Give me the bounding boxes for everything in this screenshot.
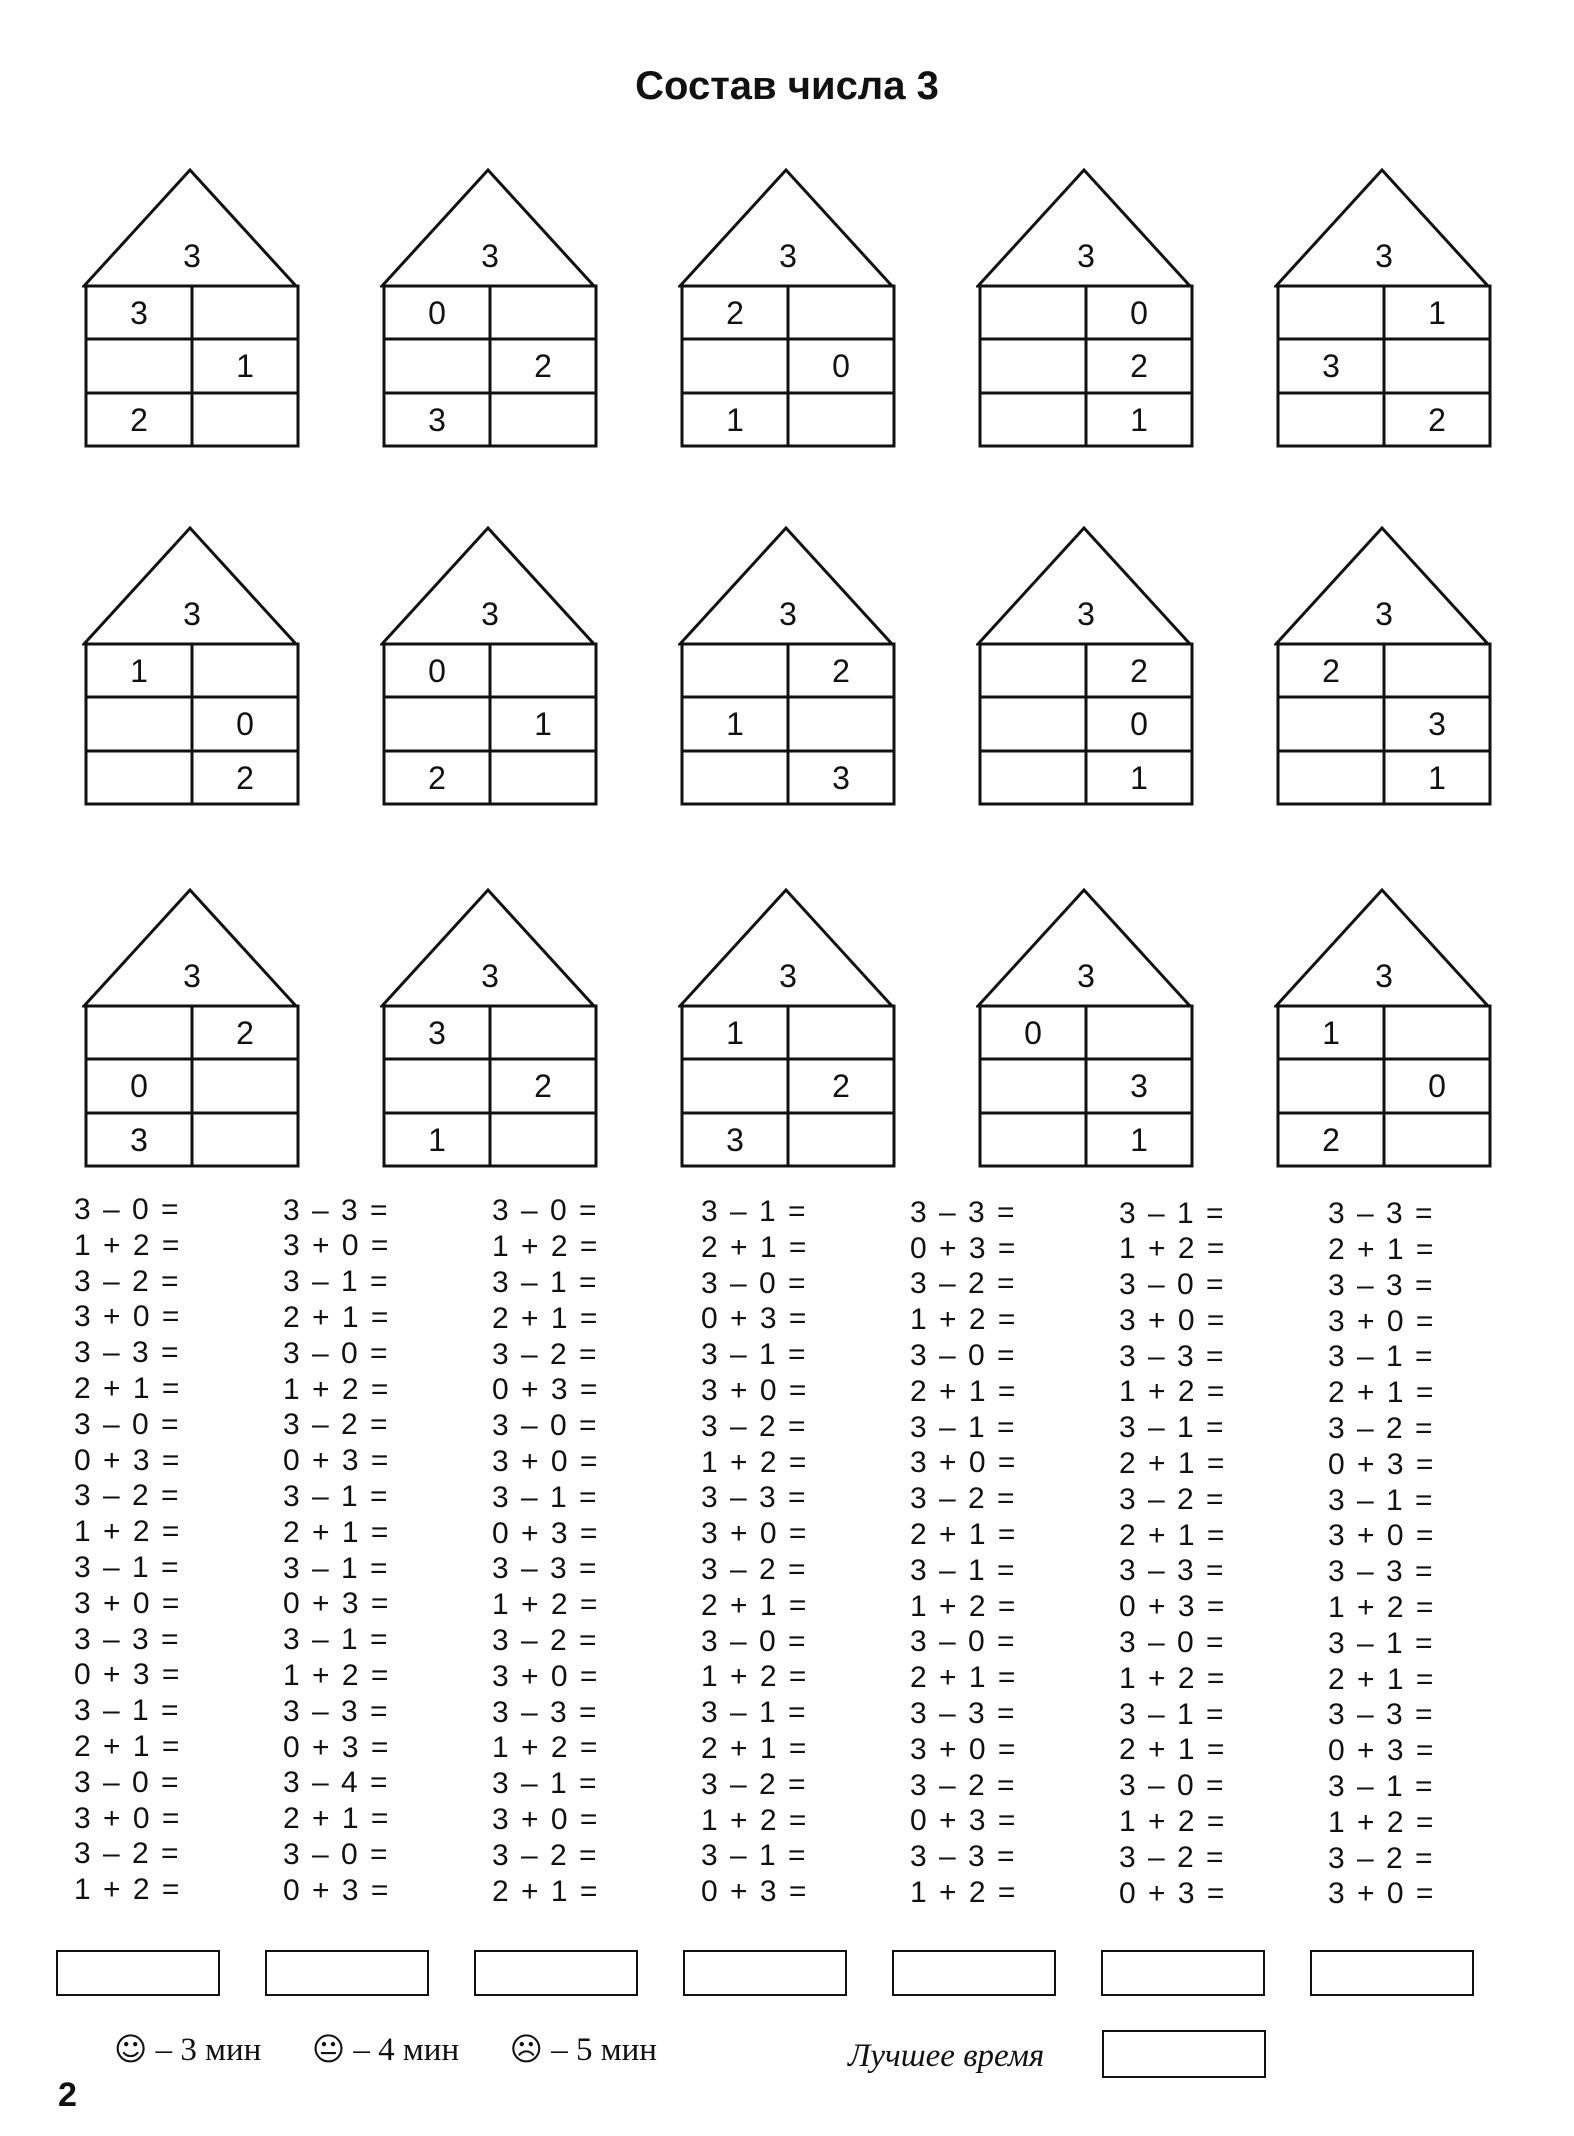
exercise: 1 + 2 = [701,1445,809,1479]
roof-number: 3 [1077,596,1095,632]
best-time-box[interactable] [1102,2030,1266,2078]
exercise: 3 – 3 = [492,1695,599,1729]
house-cell[interactable] [682,645,788,697]
house-cell: 1 [1130,759,1148,796]
exercise-column [492,1193,672,1909]
exercise: 3 – 2 = [1328,1841,1435,1875]
exercise: 0 + 3 = [701,1302,809,1336]
exercise: 3 – 2 = [1119,1840,1226,1874]
exercise: 1 + 2 = [701,1803,809,1837]
exercise: 2 + 1 = [74,1371,182,1405]
roof-number: 3 [1375,596,1393,632]
house-cell: 3 [1130,1068,1148,1105]
exercise: 1 + 2 = [1119,1375,1227,1409]
house-cell: 2 [1130,653,1148,689]
house-cell: 0 [1130,706,1148,743]
time-answer-box[interactable] [56,1950,220,1996]
house-cell: 1 [534,706,552,743]
exercise: 2 + 1 = [910,1517,1018,1551]
house-cell[interactable] [384,1060,490,1112]
exercise: 2 + 1 = [74,1729,182,1763]
exercise: 3 – 1 = [1119,1411,1226,1445]
exercise: 3 – 2 = [701,1553,808,1587]
exercise: 3 – 1 = [1328,1769,1435,1803]
house-cell: 1 [726,706,744,743]
exercise: 3 – 1 = [1119,1196,1226,1230]
house-cell: 1 [1428,295,1446,331]
exercise: 3 – 3 = [74,1622,181,1656]
exercise: 3 + 0 = [910,1732,1018,1766]
exercise: 3 + 0 = [283,1229,391,1263]
exercise: 3 – 2 = [1119,1482,1226,1516]
exercise: 3 + 0 = [74,1586,182,1620]
exercise: 1 + 2 = [492,1731,600,1765]
number-house [976,526,1196,816]
number-house [678,526,898,816]
roof-number: 3 [183,238,201,274]
exercise: 3 – 2 = [492,1623,599,1657]
exercise: 3 – 1 = [1328,1626,1435,1660]
exercise: 1 + 2 = [283,1372,391,1406]
house-cell[interactable] [192,1114,298,1166]
house-cell: 2 [832,1068,850,1105]
house-cell: 3 [1428,706,1446,743]
house-cell: 1 [236,348,254,385]
exercise: 3 + 0 = [74,1801,182,1835]
house-cell[interactable] [1278,698,1384,750]
number-house [82,888,302,1178]
exercise: 3 + 0 = [492,1802,600,1836]
exercise: 0 + 3 = [492,1373,600,1407]
number-house [678,168,898,458]
exercise: 1 + 2 = [1119,1805,1227,1839]
exercise: 3 – 0 = [74,1765,181,1799]
exercise: 2 + 1 = [701,1732,809,1766]
house-cell: 2 [1322,653,1340,689]
legend-bad-time: – 5 мин [551,2032,657,2068]
house-cell[interactable] [192,287,298,339]
house-cell[interactable] [980,752,1086,804]
house-cell: 3 [832,759,850,796]
house-cell[interactable] [788,698,894,750]
exercise: 1 + 2 = [74,1873,182,1907]
exercise: 3 – 3 = [1328,1268,1435,1302]
house-cell: 1 [726,401,744,438]
exercise: 3 – 2 = [701,1409,808,1443]
number-house [1274,168,1494,458]
exercise: 0 + 3 = [1328,1447,1436,1481]
time-answer-box[interactable] [892,1950,1056,1996]
exercise: 1 + 2 = [492,1588,600,1622]
exercise: 3 – 2 = [74,1479,181,1513]
exercise: 3 – 3 = [910,1840,1017,1874]
house-cell: 3 [428,1015,446,1051]
exercise: 3 – 2 = [1328,1411,1435,1445]
exercise: 3 – 1 = [701,1338,808,1372]
exercise: 2 + 1 = [1328,1376,1436,1410]
exercise: 3 – 0 = [74,1193,181,1226]
roof-number: 3 [481,596,499,632]
exercise: 3 – 2 = [74,1837,181,1871]
exercise: 3 – 0 = [1119,1268,1226,1302]
house-cell[interactable] [1278,1060,1384,1112]
exercise: 3 – 1 = [1328,1483,1435,1517]
house-cell[interactable] [490,394,596,446]
house-cell: 1 [1428,759,1446,796]
exercise: 3 – 3 = [1328,1555,1435,1589]
house-cell[interactable] [788,1114,894,1166]
house-cell[interactable] [86,752,192,804]
house-cell[interactable] [1384,1007,1490,1059]
number-house [976,888,1196,1178]
house-cell[interactable] [86,698,192,750]
number-house [380,526,600,816]
exercise: 3 – 1 = [701,1195,808,1229]
house-cell: 0 [1130,295,1148,331]
house-cell[interactable] [980,1114,1086,1166]
house-cell: 1 [1130,401,1148,438]
house-cell: 0 [1024,1015,1042,1051]
exercise: 3 – 0 = [283,1336,390,1370]
exercise: 3 – 0 = [910,1338,1017,1372]
exercise: 3 – 1 = [910,1553,1017,1587]
exercise: 3 – 1 = [701,1696,808,1730]
neutral-face-icon: 😐 [311,2030,346,2068]
house-cell[interactable] [192,394,298,446]
roof-number: 3 [1077,238,1095,274]
exercise: 3 – 3 = [492,1552,599,1586]
house-cell[interactable] [490,752,596,804]
house-cell: 1 [1130,1121,1148,1158]
exercise: 3 – 4 = [283,1766,390,1800]
exercise-column [74,1192,254,1908]
number-house [82,168,302,458]
house-cell: 3 [1322,348,1340,385]
exercise: 3 – 0 = [1119,1626,1226,1660]
best-time-label: Лучшее время [848,2038,1045,2074]
exercise: 2 + 1 = [1328,1232,1436,1266]
exercise: 1 + 2 = [910,1589,1018,1623]
exercise: 3 – 3 = [1328,1698,1435,1732]
exercise: 3 + 0 = [1328,1877,1436,1911]
exercise: 0 + 3 = [492,1516,600,1550]
house-cell: 2 [1428,401,1446,438]
exercise: 3 – 3 = [74,1336,181,1370]
exercise: 3 – 3 = [1119,1339,1226,1373]
house-cell[interactable] [490,287,596,339]
exercise: 1 + 2 = [1328,1805,1436,1839]
exercise: 3 + 0 = [492,1444,600,1478]
exercise: 3 – 3 = [910,1696,1017,1730]
house-cell: 2 [726,295,744,331]
page-number: 2 [58,2076,77,2114]
exercise: 0 + 3 = [701,1875,809,1909]
exercise: 3 – 0 = [701,1266,808,1300]
time-legend [114,2030,657,2069]
exercise: 1 + 2 = [910,1303,1018,1337]
exercise: 3 + 0 = [1328,1519,1436,1553]
exercise: 1 + 2 = [1119,1661,1227,1695]
house-cell[interactable] [490,1114,596,1166]
exercise: 0 + 3 = [283,1444,391,1478]
house-cell[interactable] [980,1060,1086,1112]
house-cell: 0 [1428,1068,1446,1105]
house-cell[interactable] [86,340,192,392]
house-cell[interactable] [682,340,788,392]
exercise: 2 + 1 = [1119,1733,1227,1767]
exercise: 3 + 0 = [910,1446,1018,1480]
exercise: 3 + 0 = [492,1659,600,1693]
time-answer-box[interactable] [1310,1950,1474,1996]
roof-number: 3 [779,238,797,274]
house-cell: 2 [534,1068,552,1105]
house-cell: 3 [726,1121,744,1158]
house-cell[interactable] [788,287,894,339]
exercise-column [910,1195,1090,1911]
number-house [380,888,600,1178]
exercise: 3 + 0 = [701,1517,809,1551]
exercise: 0 + 3 = [283,1587,391,1621]
roof-number: 3 [1375,958,1393,994]
roof-number: 3 [481,958,499,994]
house-cell: 1 [1322,1015,1340,1051]
time-answer-box[interactable] [683,1950,847,1996]
house-cell[interactable] [682,1060,788,1112]
number-house [1274,526,1494,816]
house-cell[interactable] [1278,752,1384,804]
exercise: 2 + 1 = [283,1802,391,1836]
house-cell: 2 [534,348,552,385]
exercise: 2 + 1 = [492,1301,600,1335]
exercise: 3 + 0 = [1119,1303,1227,1337]
house-cell[interactable] [1384,340,1490,392]
house-cell[interactable] [1278,287,1384,339]
house-cell[interactable] [384,340,490,392]
house-cell: 2 [1322,1121,1340,1158]
house-cell: 1 [130,653,148,689]
exercise: 1 + 2 = [910,1875,1018,1909]
exercise: 1 + 2 = [1328,1590,1436,1624]
house-cell: 0 [236,706,254,743]
house-cell: 3 [130,295,148,331]
exercise: 2 + 1 = [910,1661,1018,1695]
exercise: 2 + 1 = [701,1230,809,1264]
exercise: 2 + 1 = [1119,1518,1227,1552]
house-cell[interactable] [788,1007,894,1059]
exercise: 2 + 1 = [910,1374,1018,1408]
exercise: 3 – 1 = [283,1623,390,1657]
house-cell: 0 [130,1068,148,1105]
house-cell: 2 [236,759,254,796]
exercise: 3 – 0 = [283,1838,390,1872]
exercise: 3 + 0 = [1328,1304,1436,1338]
house-cell[interactable] [1384,1114,1490,1166]
number-house [1274,888,1494,1178]
exercise: 3 – 2 = [492,1337,599,1371]
exercise: 3 – 0 = [910,1625,1017,1659]
house-cell: 2 [832,653,850,689]
exercise: 2 + 1 = [701,1588,809,1622]
house-cell[interactable] [192,645,298,697]
exercise: 0 + 3 = [910,1804,1018,1838]
number-house [678,888,898,1178]
exercise: 2 + 1 = [1119,1447,1227,1481]
exercise: 2 + 1 = [1328,1662,1436,1696]
exercise: 3 – 1 = [492,1480,599,1514]
house-cell[interactable] [980,340,1086,392]
house-cell: 3 [428,401,446,438]
house-cell[interactable] [980,645,1086,697]
house-cell[interactable] [192,1060,298,1112]
exercise-column [701,1194,881,1910]
exercise: 3 – 1 = [74,1694,181,1728]
frown-icon: ☹ [509,2030,543,2068]
house-cell: 0 [428,295,446,331]
time-answer-box[interactable] [474,1950,638,1996]
house-cell: 0 [832,348,850,385]
exercise: 3 – 1 = [910,1410,1017,1444]
exercise: 3 – 0 = [74,1407,181,1441]
exercise: 0 + 3 = [283,1873,391,1907]
house-cell[interactable] [980,698,1086,750]
exercise: 3 – 2 = [283,1408,390,1442]
exercise: 3 – 1 = [74,1550,181,1584]
roof-number: 3 [183,958,201,994]
house-cell: 2 [236,1015,254,1051]
exercise: 3 – 2 = [910,1267,1017,1301]
time-answer-box[interactable] [1101,1950,1265,1996]
exercise: 3 – 3 = [283,1193,390,1227]
house-cell[interactable] [1086,1007,1192,1059]
house-cell: 2 [428,759,446,796]
roof-number: 3 [1375,238,1393,274]
exercise: 1 + 2 = [701,1660,809,1694]
exercise: 1 + 2 = [283,1659,391,1693]
exercise-column [1328,1196,1508,1912]
house-cell: 2 [130,401,148,438]
exercise: 1 + 2 = [74,1228,182,1262]
exercise: 3 – 3 = [283,1694,390,1728]
roof-number: 3 [779,596,797,632]
legend-good-time: – 3 мин [155,2032,262,2068]
house-cell[interactable] [490,1007,596,1059]
house-cell: 3 [130,1121,148,1158]
house-cell: 1 [726,1015,744,1051]
exercise: 3 – 1 = [283,1551,390,1585]
exercise: 1 + 2 = [74,1515,182,1549]
exercise: 3 – 2 = [701,1767,808,1801]
exercise: 2 + 1 = [283,1515,391,1549]
exercise: 3 – 0 = [1119,1769,1226,1803]
exercise: 3 + 0 = [74,1300,182,1334]
exercise: 3 + 0 = [701,1374,809,1408]
house-cell[interactable] [682,752,788,804]
exercise: 0 + 3 = [74,1658,182,1692]
number-house [976,168,1196,458]
exercise: 3 – 2 = [492,1838,599,1872]
house-cell[interactable] [788,394,894,446]
exercise: 3 – 1 = [283,1480,390,1514]
exercise: 0 + 3 = [283,1730,391,1764]
exercise: 0 + 3 = [910,1231,1018,1265]
exercise: 3 – 1 = [283,1265,390,1299]
exercise: 3 – 1 = [492,1767,599,1801]
exercise: 0 + 3 = [1119,1876,1227,1910]
exercise: 2 + 1 = [283,1301,391,1335]
time-answer-box[interactable] [265,1950,429,1996]
exercise: 3 – 1 = [1119,1697,1226,1731]
roof-number: 3 [183,596,201,632]
exercise: 1 + 2 = [492,1230,600,1264]
exercise: 2 + 1 = [492,1874,600,1908]
number-house [380,168,600,458]
exercise: 0 + 3 = [1119,1590,1227,1624]
exercise: 3 – 2 = [910,1768,1017,1802]
house-cell: 1 [428,1121,446,1158]
house-cell[interactable] [86,1007,192,1059]
house-cell: 0 [428,653,446,689]
exercise-column [1119,1196,1299,1912]
number-house [82,526,302,816]
exercise: 3 – 1 = [1328,1340,1435,1374]
house-cell[interactable] [384,698,490,750]
house-cell[interactable] [1384,645,1490,697]
house-cell[interactable] [1278,394,1384,446]
house-cell[interactable] [490,645,596,697]
exercise: 3 – 3 = [1328,1197,1435,1231]
exercise: 3 – 3 = [1119,1554,1226,1588]
exercise: 3 – 1 = [701,1839,808,1873]
exercise-column [283,1193,463,1909]
smile-icon: ☺ [114,2030,148,2068]
exercise: 3 – 0 = [492,1409,599,1443]
page-title: Состав числа 3 [635,64,939,108]
legend-neutral-time: – 4 мин [353,2032,460,2068]
house-cell: 2 [1130,348,1148,385]
exercise: 3 – 3 = [910,1195,1017,1229]
exercise: 3 – 2 = [74,1264,181,1298]
roof-number: 3 [779,958,797,994]
house-cell[interactable] [980,287,1086,339]
exercise: 3 – 0 = [701,1624,808,1658]
exercise: 0 + 3 = [1328,1734,1436,1768]
exercise: 3 – 1 = [492,1265,599,1299]
exercise: 3 – 0 = [492,1194,599,1228]
exercise: 1 + 2 = [1119,1232,1227,1266]
house-cell[interactable] [980,394,1086,446]
roof-number: 3 [481,238,499,274]
exercise: 3 – 3 = [701,1481,808,1515]
roof-number: 3 [1077,958,1095,994]
exercise: 3 – 2 = [910,1482,1017,1516]
exercise: 0 + 3 = [74,1443,182,1477]
